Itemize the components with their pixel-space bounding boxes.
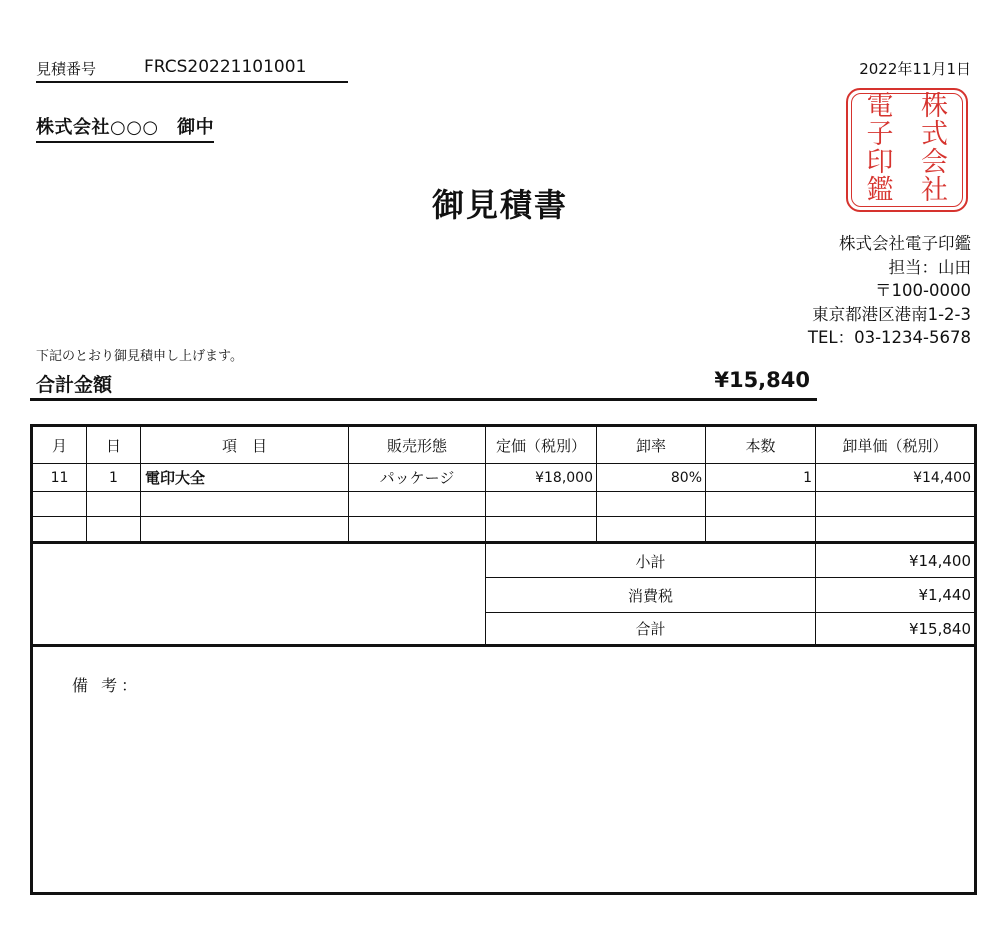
- total-underline: [30, 398, 817, 401]
- intro-text: 下記のとおり御見積申し上げます。: [36, 349, 243, 364]
- company-name: 株式会社電子印鑑: [839, 234, 971, 253]
- header-list-price: 定価（税別）: [495, 436, 586, 455]
- company-tel: TEL：03-1234-5678: [807, 328, 971, 347]
- seal-left-column: [850, 93, 906, 205]
- total-amount: ¥15,840: [714, 368, 810, 392]
- row-divider: [33, 516, 974, 517]
- row1-list-price: ¥18,000: [535, 469, 593, 486]
- header-month: 月: [51, 436, 67, 455]
- row1-day: 1: [109, 469, 118, 486]
- company-seal-stamp: [846, 88, 968, 212]
- company-address: 東京都港区港南1-2-3: [812, 304, 971, 324]
- seal-char: 社: [921, 175, 948, 206]
- page-title: 御見積書: [431, 186, 568, 224]
- estimate-number-underline: [36, 81, 348, 83]
- estimate-number: FRCS20221101001: [144, 57, 307, 77]
- row1-month: 11: [50, 469, 69, 486]
- header-sales-form: 販売形態: [386, 436, 447, 455]
- grand-total-label: 合計: [635, 620, 666, 638]
- company-info: [808, 232, 971, 350]
- issue-date: 2022年11月1日: [859, 60, 971, 78]
- row1-unit-price: ¥14,400: [913, 469, 971, 486]
- estimate-table: [30, 424, 977, 895]
- header-day: 日: [105, 436, 121, 455]
- seal-char: 電: [866, 91, 894, 122]
- seal-char: 子: [866, 119, 894, 150]
- header-unit-price: 卸単価（税別）: [842, 436, 948, 455]
- seal-char: 式: [921, 119, 948, 150]
- subtotal-value: ¥14,400: [908, 552, 971, 570]
- seal-right-column: [908, 93, 964, 205]
- header-wholesale-rate: 卸率: [635, 436, 666, 455]
- seal-char: 鑑: [866, 175, 894, 206]
- seal-char: 印: [866, 147, 894, 178]
- row1-quantity: 1: [803, 469, 812, 486]
- total-label: 合計金額: [36, 374, 113, 396]
- row1-sales-form: パッケージ: [379, 469, 455, 487]
- header-item: 項 目: [221, 436, 267, 455]
- recipient: 株式会社○○○ 御中: [36, 113, 214, 143]
- seal-char: 会: [921, 147, 948, 178]
- items-bottom-divider: [33, 541, 974, 544]
- tax-label: 消費税: [627, 586, 673, 605]
- subtotal-label: 小計: [635, 552, 666, 571]
- row-divider: [33, 491, 974, 492]
- seal-char: 株: [921, 91, 948, 122]
- tax-value: ¥1,440: [918, 586, 971, 604]
- grand-total-value: ¥15,840: [908, 619, 971, 638]
- remarks-label: 備 考：: [72, 676, 142, 695]
- row1-item: 電印大全: [145, 469, 206, 487]
- header-quantity: 本数: [745, 436, 776, 455]
- company-postal: 〒100-0000: [875, 281, 971, 300]
- company-contact: 担当：山田: [888, 257, 971, 277]
- summary-bottom-divider: [33, 644, 974, 647]
- row1-wholesale-rate: 80%: [670, 469, 702, 486]
- estimate-number-label: 見積番号: [36, 60, 97, 78]
